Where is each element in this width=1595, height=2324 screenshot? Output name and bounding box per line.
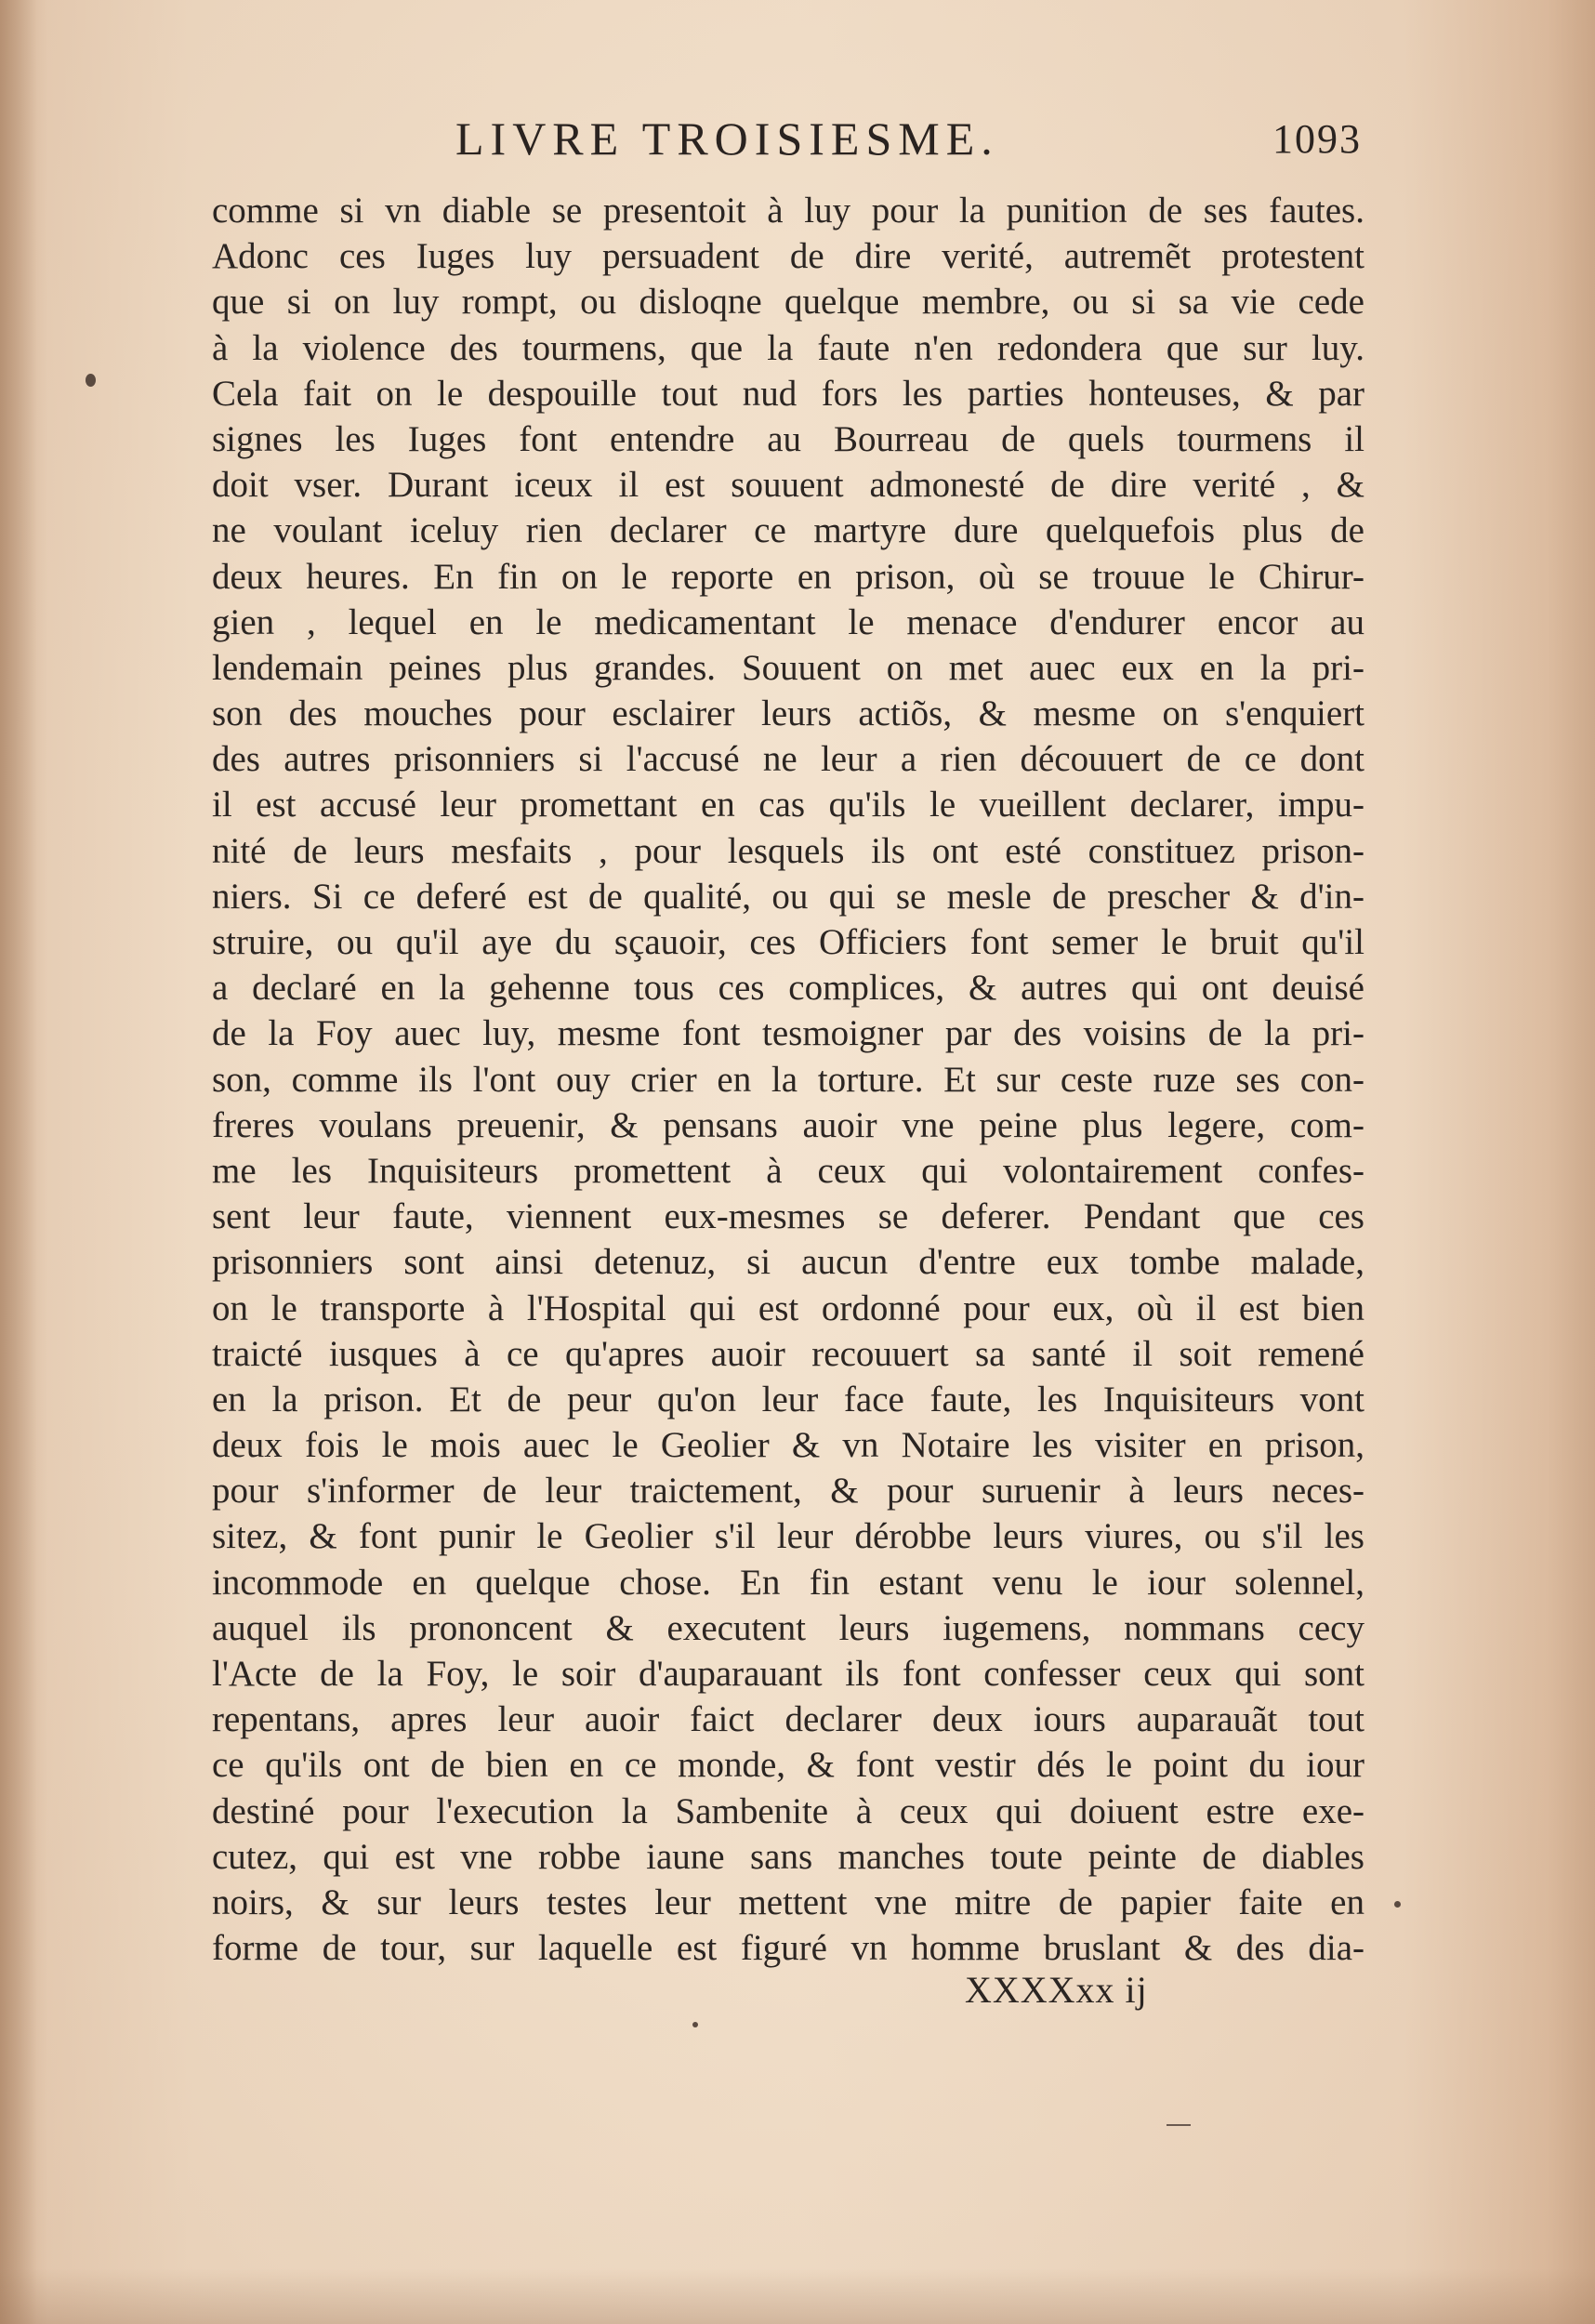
text-line: Adonc ces Iuges luy persuadent de dire verité, autremẽt protestent: [212, 236, 1364, 277]
text-line: niers. Si ce deferé est de qualité, ou qui se mesle de prescher & d'in-: [212, 876, 1364, 917]
ink-stroke-icon: [1167, 2124, 1191, 2126]
text-line: Cela fait on le despouille tout nud fors les parties honteuses, & par: [212, 373, 1364, 414]
body-text: [212, 188, 1364, 1971]
text-line: sent leur faute, viennent eux-mesmes se deferer. Pendant que ces: [212, 1196, 1364, 1237]
text-line: que si on luy rompt, ou disloqne quelque membre, ou si sa vie cede: [212, 282, 1364, 323]
text-line: prisonniers sont ainsi detenuz, si aucun d'entre eux tombe malade,: [212, 1242, 1364, 1283]
ink-spot-icon: [692, 2022, 698, 2027]
ink-spot-icon: [86, 374, 96, 387]
text-line: on le transporte à l'Hospital qui est ordonné pour eux, où il est bien: [212, 1287, 1364, 1328]
page-number: 1093: [1272, 116, 1362, 162]
text-line: à la violence des tourmens, que la faute n'en redondera que sur luy.: [212, 327, 1364, 368]
running-title: LIVRE TROISIESME.: [455, 112, 999, 165]
text-line: nité de leurs mesfaits , pour lesquels ils ont esté constituez prison-: [212, 830, 1364, 871]
text-line: sitez, & font punir le Geolier s'il leur dérobbe leurs viures, ou s'il les: [212, 1516, 1364, 1557]
text-line: traicté iusques à ce qu'apres auoir recouuert sa santé il soit remené: [212, 1333, 1364, 1374]
text-line: signes les Iuges font entendre au Bourreau de quels tourmens il: [212, 418, 1364, 459]
text-line: destiné pour l'execution la Sambenite à ceux qui doiuent estre exe-: [212, 1790, 1364, 1831]
text-line: cutez, qui est vne robbe iaune sans manches toute peinte de diables: [212, 1836, 1364, 1877]
text-line: freres voulans preuenir, & pensans auoir vne peine plus legere, com-: [212, 1104, 1364, 1145]
text-line: me les Inquisiteurs promettent à ceux qui volontairement confes-: [212, 1150, 1364, 1191]
text-line: il est accusé leur promettant en cas qu'ils le vueillent declarer, impu-: [212, 785, 1364, 825]
text-line: noirs, & sur leurs testes leur mettent vne mitre de papier faite en: [212, 1882, 1364, 1922]
signature-mark: XXXXxx ij: [965, 1969, 1148, 2011]
text-line: lendemain peines plus grandes. Souuent on met auec eux en la pri-: [212, 647, 1364, 688]
text-line: pour s'informer de leur traictement, & pour suruenir à leurs neces-: [212, 1471, 1364, 1512]
text-line: comme si vn diable se presentoit à luy pour la punition de ses fautes.: [212, 191, 1364, 231]
text-line: doit vser. Durant iceux il est souuent admonesté de dire verité , &: [212, 465, 1364, 506]
text-line: gien , lequel en le medicamentant le menace d'endurer encor au: [212, 601, 1364, 642]
text-line: son, comme ils l'ont ouy crier en la torture. Et sur ceste ruze ses con-: [212, 1059, 1364, 1100]
text-line: ce qu'ils ont de bien en ce monde, & font vestir dés le point du iour: [212, 1745, 1364, 1786]
bottom-edge-shadow: [0, 2268, 1595, 2324]
text-line: des autres prisonniers si l'accusé ne leur a rien découuert de ce dont: [212, 739, 1364, 780]
page-header: [209, 110, 1362, 177]
ink-spot-icon: [1394, 1901, 1401, 1908]
text-line: deux heures. En fin on le reporte en prison, où se trouue le Chirur-: [212, 556, 1364, 597]
text-line: forme de tour, sur laquelle est figuré vn homme bruslant & des dia-: [212, 1928, 1364, 1969]
text-line: a declaré en la gehenne tous ces complices, & autres qui ont deuisé: [212, 968, 1364, 1009]
text-line: l'Acte de la Foy, le soir d'auparauant ils font confesser ceux qui sont: [212, 1654, 1364, 1694]
text-line: auquel ils prononcent & executent leurs iugemens, nommans cecy: [212, 1607, 1364, 1648]
text-line: en la prison. Et de peur qu'on leur face faute, les Inquisiteurs vont: [212, 1379, 1364, 1419]
text-line: son des mouches pour esclairer leurs actiõs, & mesme on s'enquiert: [212, 693, 1364, 734]
text-line: ne voulant iceluy rien declarer ce martyre dure quelquefois plus de: [212, 510, 1364, 551]
text-line: de la Foy auec luy, mesme font tesmoigner par des voisins de la pri-: [212, 1013, 1364, 1054]
text-line: struire, ou qu'il aye du sçauoir, ces Officiers font semer le bruit qu'il: [212, 922, 1364, 962]
text-line: incommode en quelque chose. En fin estant venu le iour solennel,: [212, 1562, 1364, 1603]
gutter-shadow: [0, 0, 37, 2324]
text-line: repentans, apres leur auoir faict declarer deux iours auparauãt tout: [212, 1699, 1364, 1740]
text-line: deux fois le mois auec le Geolier & vn Notaire les visiter en prison,: [212, 1425, 1364, 1466]
